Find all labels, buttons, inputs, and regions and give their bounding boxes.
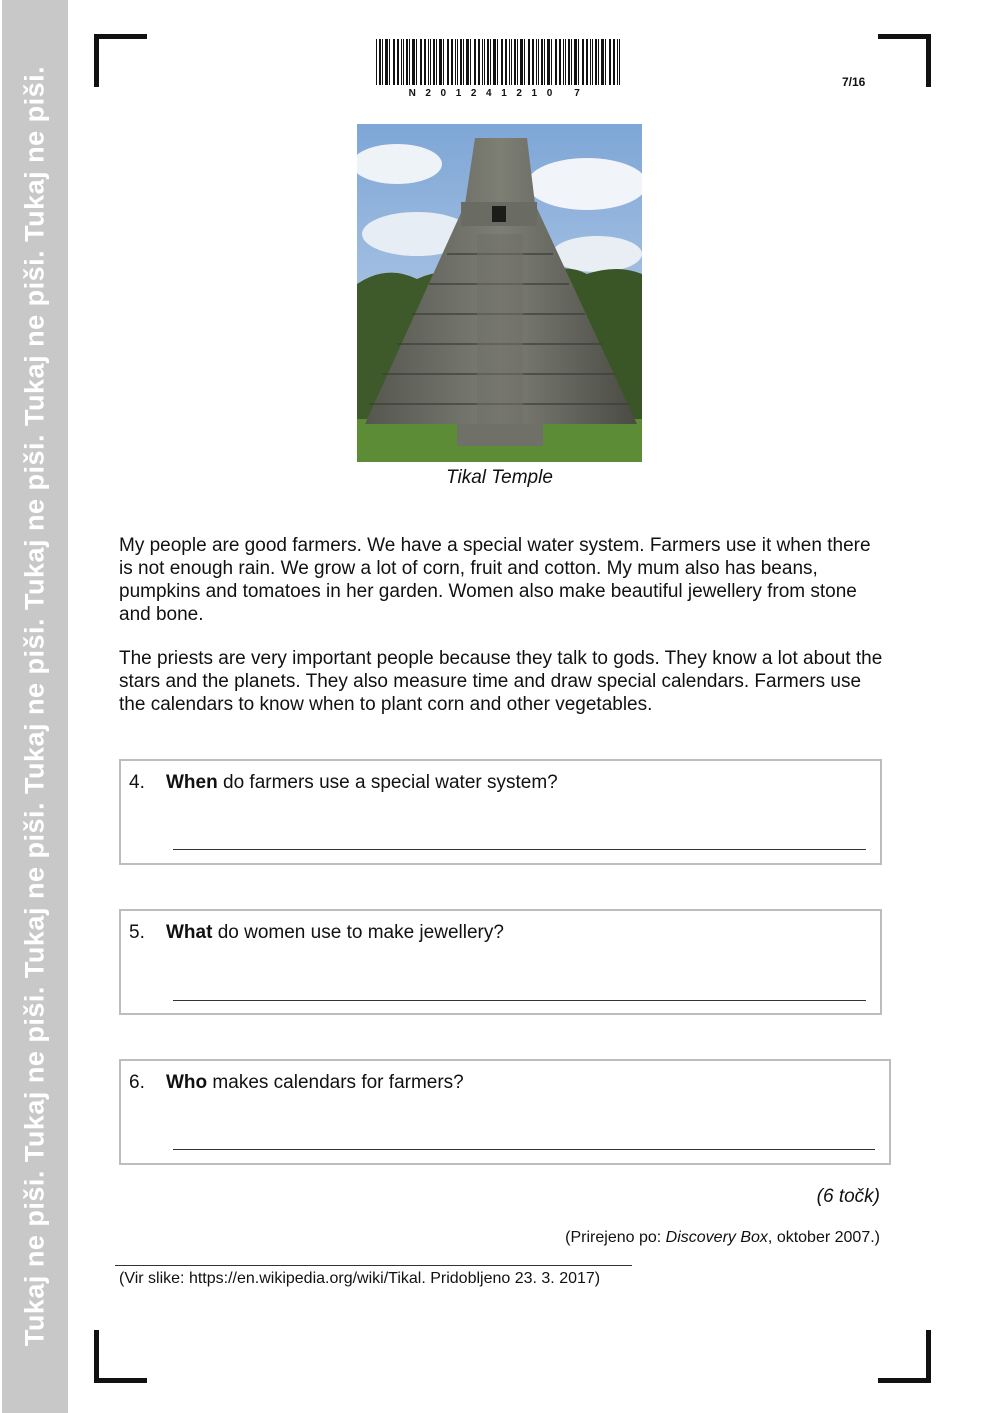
- barcode: [376, 39, 622, 85]
- footnote-divider: [115, 1265, 632, 1266]
- registration-mark-bottom-right: [878, 1330, 931, 1383]
- source-suffix: , oktober 2007.): [767, 1229, 880, 1246]
- barcode-digits: N201241210 7: [408, 88, 590, 99]
- answer-line-4[interactable]: [173, 849, 866, 850]
- registration-mark-top-left: [94, 34, 147, 87]
- registration-mark-top-right: [878, 34, 931, 87]
- answer-line-6[interactable]: [173, 1149, 875, 1150]
- no-write-warning: Tukaj ne piši. Tukaj ne piši. Tukaj ne piši. Tukaj ne piši. Tukaj ne piši. Tukaj ne piši. Tukaj ne piši.: [19, 65, 50, 1347]
- no-write-margin: [2, 0, 68, 1413]
- question-text: do farmers use a special water system?: [217, 772, 558, 793]
- question-5: [129, 922, 504, 944]
- page-number: 7/16: [842, 75, 866, 89]
- source-title: Discovery Box: [665, 1229, 768, 1246]
- image-credit: (Vir slike: https://en.wikipedia.org/wiki/Tikal. Pridobljeno 23. 3. 2017): [119, 1270, 601, 1287]
- question-keyword: Who: [166, 1072, 208, 1093]
- tikal-temple-photo: [357, 124, 642, 462]
- question-text: makes calendars for farmers?: [207, 1072, 464, 1093]
- answer-line-5[interactable]: [173, 1000, 866, 1001]
- points-label: (6 točk): [816, 1186, 880, 1207]
- paragraph-priests: The priests are very important people because they talk to gods. They know a lot about the stars and the planets. They also measure time and draw special calendars. Farmers use the calendars to know when to plant corn and other vegetables.: [119, 648, 883, 715]
- question-number: 5.: [129, 922, 145, 943]
- question-box-4: [119, 759, 882, 865]
- question-number: 4.: [129, 772, 145, 793]
- photo-caption: Tikal Temple: [446, 467, 553, 488]
- question-keyword: When: [166, 772, 218, 793]
- question-6: [129, 1072, 464, 1094]
- question-text: do women use to make jewellery?: [212, 922, 504, 943]
- source-prefix: (Prirejeno po:: [565, 1229, 666, 1246]
- question-4: [129, 772, 558, 794]
- question-box-5: [119, 909, 882, 1015]
- paragraph-farming: My people are good farmers. We have a special water system. Farmers use it when there is not enough rain. We grow a lot of corn, fruit and cotton. My mum also has beans, pumpkins and tomatoes in her garden. Women also make beautiful jewellery from stone and bone.: [119, 535, 871, 625]
- source-note: [400, 1229, 880, 1247]
- registration-mark-bottom-left: [94, 1330, 147, 1383]
- question-number: 6.: [129, 1072, 145, 1093]
- question-keyword: What: [166, 922, 213, 943]
- question-box-6: [119, 1059, 891, 1165]
